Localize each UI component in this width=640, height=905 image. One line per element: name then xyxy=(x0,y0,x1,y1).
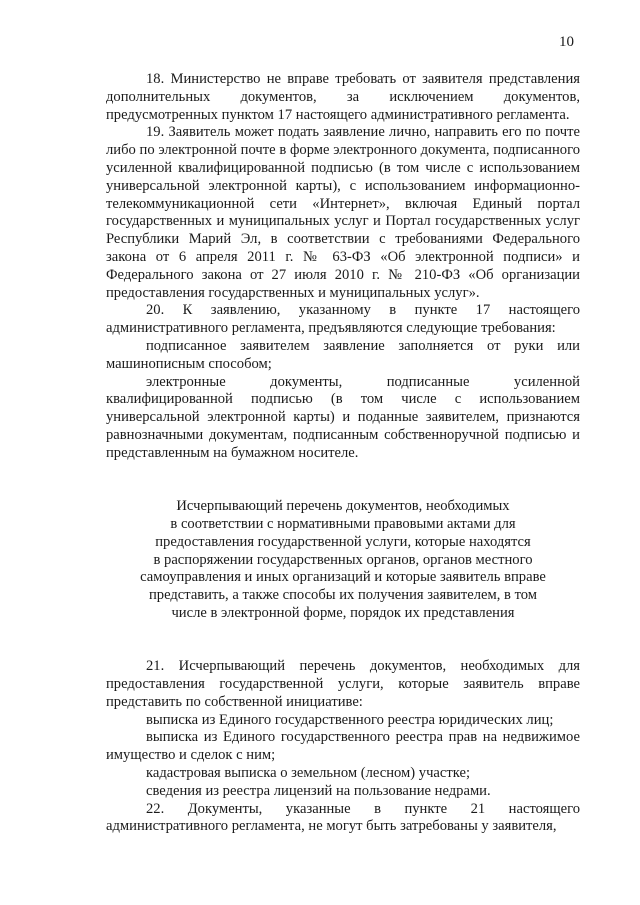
heading-line: в соответствии с нормативными правовыми актами для xyxy=(170,515,516,532)
paragraph-21: 21. Исчерпывающий перечень документов, необходимых для предоставления государственной услуги, которые заявитель вправе представить по собственной инициативе: xyxy=(106,658,580,710)
heading-line: числе в электронной форме, порядок их представления xyxy=(171,604,515,621)
paragraph-20: 20. К заявлению, указанному в пункте 17 настоящего административного регламента, предъявляются следующие требования: xyxy=(106,302,580,337)
spacer xyxy=(106,463,580,481)
heading-line: самоуправления и иных организаций и которые заявитель вправе xyxy=(140,569,546,586)
heading-line: Исчерпывающий перечень документов, необходимых xyxy=(176,498,510,515)
page-number: 10 xyxy=(559,34,574,50)
heading-line: предоставления государственной услуги, которые находятся xyxy=(155,533,531,550)
paragraph-19: 19. Заявитель может подать заявление лично, направить его по почте либо по электронной почте в форме электронного документа, подписанного усиленной квалифицированной подписью (в том числе с использованием универсальной электронной карты), с использованием информационно-телекоммуникационной сети «Интернет», включая Единый портал государственных и муниципальных услуг и Портал государственных услуг Республики Марий Эл, в соответствии с требованиями Федерального закона от 6 апреля 2011 г. № 63-ФЗ «Об электронной подписи» и Федерального закона от 27 июля 2010 г. № 210-ФЗ «Об организации предоставления государственных и муниципальных услуг». xyxy=(106,124,580,301)
spacer xyxy=(106,480,580,498)
heading-line: в распоряжении государственных органов, органов местного xyxy=(153,551,533,568)
requirement-item: подписанное заявителем заявление заполняется от руки или машинописным способом; xyxy=(106,337,580,372)
document-list-item: кадастровая выписка о земельном (лесном) участке; xyxy=(146,765,471,782)
requirement-item: электронные документы, подписанные усиленной квалифицированной подписью (в том числе с использованием универсальной электронной карты) и поданные заявителем, признаются равнозначными документам, подписанным собственноручной подписью и представленным на бумажном носителе. xyxy=(106,373,580,461)
document-list-item: выписка из Единого государственного реестра юридических лиц; xyxy=(146,711,554,728)
section-heading xyxy=(106,498,580,623)
document-body xyxy=(106,71,580,836)
document-list-item: сведения из реестра лицензий на пользование недрами. xyxy=(146,782,491,799)
spacer xyxy=(106,623,580,641)
paragraph-18: 18. Министерство не вправе требовать от заявителя представления дополнительных документов, за исключением документов, предусмотренных пунктом 17 настоящего административного регламента. xyxy=(106,71,580,123)
heading-line: представить, а также способы их получения заявителем, в том xyxy=(148,587,538,604)
spacer xyxy=(106,641,580,659)
document-list-item: выписка из Единого государственного реестра прав на недвижимое имущество и сделок с ним; xyxy=(106,729,580,764)
paragraph-22: 22. Документы, указанные в пункте 21 настоящего административного регламента, не могут быть затребованы у заявителя, xyxy=(106,800,580,835)
